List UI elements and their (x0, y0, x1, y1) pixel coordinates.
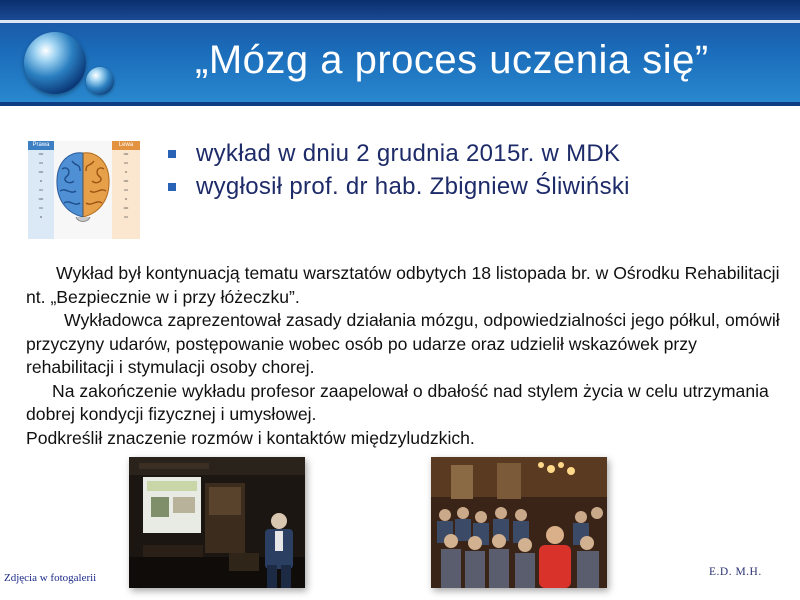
audience-photo (431, 457, 607, 588)
slide-title: „Mózg a proces uczenia się” (195, 38, 709, 82)
bullet-text: wykład w dniu 2 grudnia 2015r. w MDK (196, 140, 621, 167)
paragraph: Podkreślił znaczenie rozmów i kontaktów międzyludzkich. (26, 427, 475, 448)
body-text (26, 262, 786, 450)
paragraph: Wykład był kontynuacją tematu warsztatów odbytych 18 listopada br. w Ośrodku Rehabilitacji nt. „Bezpiecznie w i przy łóżeczku”. (26, 263, 780, 307)
bullet-list (168, 140, 630, 206)
photo-gallery-note: Zdjęcia w fotogalerii (4, 572, 97, 584)
bullet-item (168, 173, 630, 206)
author-initials: E.D. M.H. (709, 566, 762, 578)
header-stripe (0, 20, 800, 23)
logo-sphere-large-icon (24, 32, 86, 94)
bullet-square-icon (168, 150, 176, 158)
paragraph: Wykładowca zaprezentował zasady działania mózgu, odpowiedzialności jego półkul, omówił przyczyny udarów, postępowanie wobec osób po udarze oraz udzielił wskazówek przy rehabilitacji i stymulacji osoby chorej. (26, 310, 780, 377)
bullet-square-icon (168, 183, 176, 191)
brain-panel-right: Lewa •••• ••• •• •••• ••• •• •••• ••• (112, 141, 140, 239)
paragraph: Na zakończenie wykładu profesor zaapelował o dbałość nad stylem życia w celu utrzymania dobrej kondycji fizycznej i umysłowej. (26, 380, 769, 424)
brain-panel-right-label: Lewa (112, 141, 140, 150)
logo-sphere-small-icon (86, 67, 114, 95)
header-bottom-line (0, 102, 800, 106)
brain-panel-left: Prawa •••• ••• •••• •• ••• •••• ••• •• (28, 141, 54, 239)
header-band (0, 0, 800, 106)
header-top-line (0, 0, 800, 20)
bullet-item (168, 140, 630, 173)
bullet-text: wygłosił prof. dr hab. Zbigniew Śliwiński (196, 173, 630, 200)
lecture-photo (129, 457, 305, 588)
brain-panel-left-label: Prawa (28, 141, 54, 150)
brain-icon (52, 147, 114, 225)
brain-illustration (28, 141, 140, 239)
